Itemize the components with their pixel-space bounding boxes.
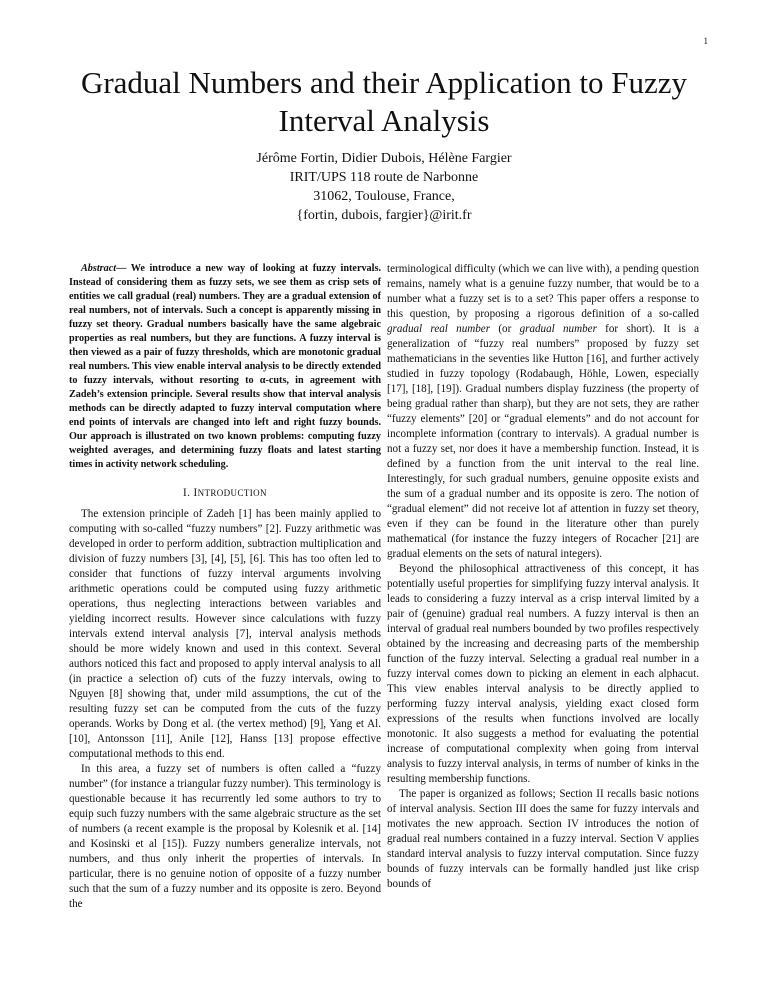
section-heading-introduction xyxy=(69,486,381,501)
intro-paragraph-2-continued xyxy=(387,262,699,562)
intro-paragraph-1: The extension principle of Zadeh [1] has been mainly applied to computing with so-called “fuzzy numbers” [2]. Fuzzy arithmetic was developed in order to perform addition, subtraction multiplication and division of fuzzy numbers [3], [4], [5], [6]. This has too often led to consider that functions of fuzzy interval arguments involving arithmetic operations could be computed using fuzzy arithmetic operations, thus neglecting interactions between variables and yielding incorrect results. However since calculations with fuzzy intervals extend interval analysis [7], interval analysis methods should be more widely known and used in this context. Several authors noticed this fact and proposed to apply interval analysis to all (in practice a selection of) cuts of the fuzzy intervals, owing to Nguyen [8] showing that, under mild assumptions, the cut of the resulting fuzzy set can be computed from the cuts of the fuzzy operands. Works by Dong et al. (the vertex method) [9], Yang et Al. [10], Antonsson [11], Anile [12], Hanss [13] propose effective computational methods to this end. xyxy=(69,508,381,760)
author-city: 31062, Toulouse, France, xyxy=(313,189,455,204)
author-affiliation: IRIT/UPS 118 route de Narbonne xyxy=(289,170,479,185)
text-run: for short). It is a generalization of “fuzzy real numbers” proposed by fuzzy set mathematicians in the seventies like Hutton [16], and further actively studied in fuzzy topology (Rodabaugh, Höhle, Lowen, especially [17], [18], [19]). Gradual numbers display fuzziness (the property of being gradual rather than sharp), but they are not sets, they are rather “fuzzy elements” [20] or “gradual elements” and do not account for incomplete information (contrary to intervals). A gradual number is not a fuzzy set, nor does it have a membership function. Instead, it is defined by a function from the unit interval to the real line. Interestingly, for such gradual numbers, genuine opposite exists and the sum of a gradual number and its opposite is zero. The notion of “gradual element” did not receive lot af attention in fuzzy set theory, even if they can be found in the literature other than purely mathematical (for instance the fuzzy integers of Rocacher [21] are gradual elements on the sets of natural integers). xyxy=(387,323,699,560)
intro-paragraph-2: In this area, a fuzzy set of numbers is often called a “fuzzy number” (for instance a triangular fuzzy number). This terminology is questionable because it has recurrently led some authors to try to equip such fuzzy numbers with the same algebraic structure as the set of numbers (a recent example is the proposal by Kolesnik et al. [14] and Kosinski et al [15]). Fuzzy numbers generalize intervals, not numbers, and thus only inherit the properties of intervals. In particular, there is no genuine notion of opposite of a fuzzy number such that the sum of a fuzzy number and its opposite is zero. Beyond the xyxy=(69,763,381,910)
page-number: 1 xyxy=(703,36,708,46)
abstract-label: Abstract xyxy=(81,263,117,274)
left-column xyxy=(69,262,381,912)
section-title: NTRODUCTION xyxy=(197,488,267,498)
author-names: Jérôme Fortin, Didier Dubois, Hélène Fargier xyxy=(256,151,512,166)
author-block xyxy=(60,149,708,225)
text-run: (or xyxy=(490,323,520,335)
abstract-text: — We introduce a new way of looking at fuzzy intervals. Instead of considering them as fuzzy sets, we see them as crisp sets of entities we call gradual (real) numbers. They are a gradual extension of real numbers, not of intervals. Such a concept is apparently missing in fuzzy set theory. Gradual numbers basically have the same algebraic properties as real numbers, but they are functions. A fuzzy interval is then viewed as a pair of fuzzy thresholds, which are monotonic gradual real numbers. This view enable interval analysis to be directly extended to fuzzy intervals, without resorting to α-cuts, in agreement with Zadeh’s extension principle. Several results show that interval analysis methods can be directly adapted to fuzzy interval computation where end points of intervals are changed into left and right fuzzy bounds. Our approach is illustrated on two known problems: computing fuzzy weighted averages, and determining fuzzy floats and latest starting times in activity network scheduling. xyxy=(69,263,381,470)
abstract xyxy=(69,262,381,472)
text-run: terminological difficulty (which we can live with), a pending question remains, namely what is a genuine fuzzy number, that would be to a number what a fuzzy set is to a set? This paper offers a response to this question, by proposing a rigorous definition of a so-called xyxy=(387,263,699,320)
intro-paragraph-3: Beyond the philosophical attractiveness of this concept, it has potentially useful properties for simplifying fuzzy interval analysis. It leads to considering a fuzzy interval as a crisp interval limited by a pair of (genuine) gradual real numbers. A fuzzy interval is then an interval of gradual real numbers bounded by two profiles respectively obtained by the increasing and decreasing parts of the membership function of the fuzzy interval. Selecting a gradual real number in a fuzzy interval comes down to picking an element in each alphacut. This view enables interval analysis to be directly applied to performing fuzzy interval analysis, yielding exact closed form expressions of the results when functions involved are locally monotonic. It also suggests a method for evaluating the potential increase of computational complexity when going from interval analysis to fuzzy interval analysis, in terms of number of kinks in the resulting membership functions. xyxy=(387,563,699,785)
right-column xyxy=(387,262,699,892)
term-gradual-number: gradual number xyxy=(519,323,597,335)
term-gradual-real-number: gradual real number xyxy=(387,323,491,335)
paper-title: Gradual Numbers and their Application to Fuzzy Interval Analysis xyxy=(80,65,688,138)
section-number: I. I xyxy=(183,487,198,499)
intro-paragraph-4: The paper is organized as follows; Section II recalls basic notions of interval analysis. Section III does the same for fuzzy intervals and motivates the new approach. Section IV introduces the notion of gradual real numbers contained in a fuzzy interval. Section V applies standard interval analysis to fuzzy interval computation. Since fuzzy bounds of fuzzy intervals can be formally handled just like crisp bounds of xyxy=(387,788,699,890)
author-email: {fortin, dubois, fargier}@irit.fr xyxy=(296,208,472,223)
